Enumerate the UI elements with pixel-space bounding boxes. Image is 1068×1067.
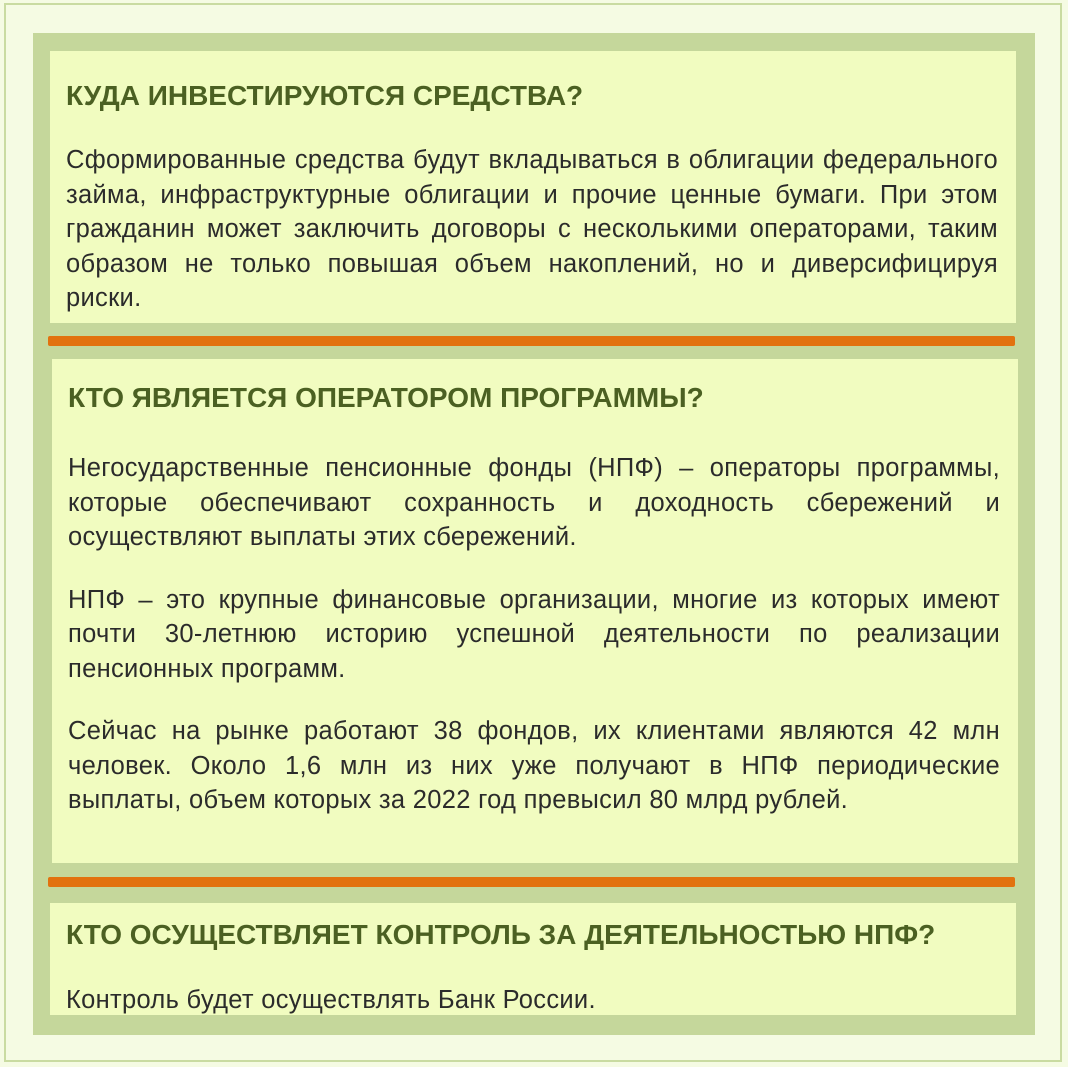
section-divider bbox=[48, 336, 1015, 346]
section-heading: КТО ОСУЩЕСТВЛЯЕТ КОНТРОЛЬ ЗА ДЕЯТЕЛЬНОСТЬЮ НПФ? bbox=[66, 919, 936, 950]
section-paragraph: Сформированные средства будут вкладываться в облигации федерального займа, инфраструктурные облигации и прочие ценные бумаги. При этом гражданин может заключить договоры с несколькими операторами, таким образом не только повышая объем накоплений, но и диверсифицируя риски. bbox=[66, 146, 998, 312]
section-control bbox=[50, 903, 1016, 1015]
section-heading: КУДА ИНВЕСТИРУЮТСЯ СРЕДСТВА? bbox=[66, 80, 584, 111]
section-paragraph: Сейчас на рынке работают 38 фондов, их клиентами являются 42 млн человек. Около 1,6 млн из них уже получают в НПФ периодические выплаты, объем которых за 2022 год превысил 80 млрд рублей. bbox=[68, 717, 1000, 814]
section-operator bbox=[52, 359, 1018, 863]
section-heading: КТО ЯВЛЯЕТСЯ ОПЕРАТОРОМ ПРОГРАММЫ? bbox=[68, 382, 704, 413]
section-paragraph: Негосударственные пенсионные фонды (НПФ) – операторы программы, которые обеспечивают сохранность и доходность сбережений и осуществляют выплаты этих сбережений. bbox=[68, 454, 1000, 551]
section-investments bbox=[50, 51, 1016, 323]
section-divider bbox=[48, 877, 1015, 887]
section-paragraph: НПФ – это крупные финансовые организации, многие из которых имеют почти 30-летнюю историю успешной деятельности по реализации пенсионных программ. bbox=[68, 585, 1000, 683]
section-paragraph: Контроль будет осуществлять Банк России. bbox=[66, 986, 596, 1014]
